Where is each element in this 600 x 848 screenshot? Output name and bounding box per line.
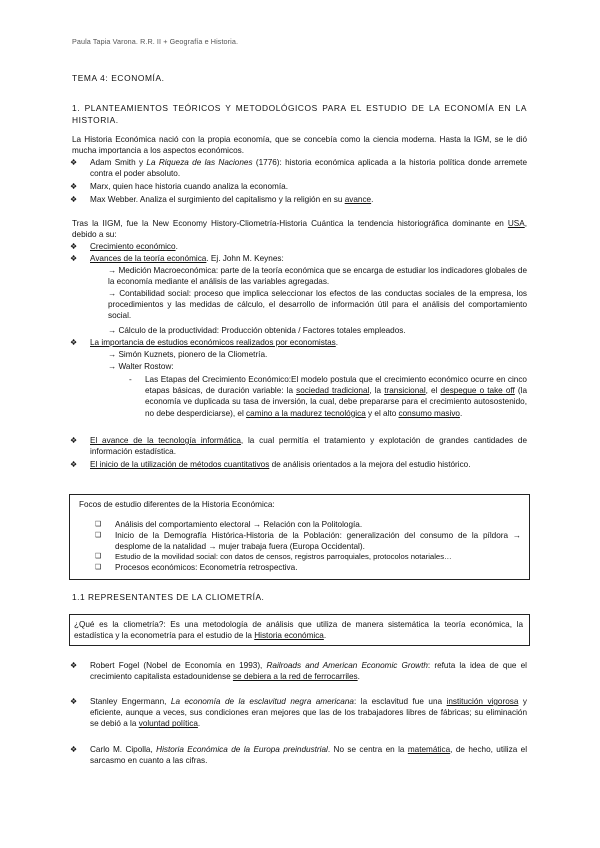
diamond-bullet-icon: ❖ [70, 436, 78, 445]
sub-item-rostow: → Walter Rostow: [108, 362, 174, 371]
section-1-para-2: Tras la IIGM, fue la New Economy History-Cliometría-Historia Cuántica la tendencia historiográfica dominante en USA, debido a su: [72, 219, 527, 240]
link-historia-economica[interactable]: Historia económica [254, 631, 324, 641]
diamond-bullet-icon: ❖ [70, 254, 78, 263]
page-header: Paula Tapia Varona. R.R. II + Geografía e Historia. [72, 37, 239, 46]
diamond-bullet-icon: ❖ [70, 338, 78, 347]
sub-item-kuznets: → Simón Kuznets, pionero de la Cliometría. [108, 350, 268, 359]
checkbox-bullet-icon: ❑ [95, 553, 102, 560]
diamond-bullet-icon: ❖ [70, 195, 78, 204]
link-metodos-cuantitativos[interactable]: El inicio de la utilización de métodos cuantitativos [90, 460, 270, 469]
focus-box-title: Focos de estudio diferentes de la Historia Económica: [79, 500, 275, 509]
focus-item-demografia: ❑ Inicio de la Demografía Histórica-Historia de la Población: generalización del consumo de la píldora → desplome de la natalidad → mujer trabaja fuera (Europa Occidental). [95, 531, 521, 551]
checkbox-bullet-icon: ❑ [95, 532, 102, 539]
link-avances-teoria[interactable]: Avances de la teoría económica [90, 254, 207, 263]
list-item-metodos-cuantitativos: ❖ El inicio de la utilización de métodos cuantitativos de análisis orientados a la mejora del estudio histórico. [70, 460, 471, 469]
list-item-crecimiento: ❖ Crecimiento económico. [70, 242, 178, 251]
link-avance[interactable]: avance [344, 195, 372, 204]
list-item-cipolla: ❖ Carlo M. Cipolla, Historia Económica de la Europa preindustrial. No se centra en la matemática, de hecho, utiliza el sarcasmo en cuanto a las cifras. [70, 745, 528, 766]
list-item-engermann: ❖ Stanley Engermann, La economía de la esclavitud negra americana: la esclavitud fue una institución vigorosa y eficiente, aunque a veces, sus condiciones eran mejores que las de los trabajadores libres de fábricas; su eliminación se debió a la voluntad política. [70, 697, 527, 729]
link-matematica[interactable]: matemática [407, 745, 451, 754]
link-tecnologia[interactable]: El avance de la tecnología informática [90, 436, 241, 445]
diamond-bullet-icon: ❖ [70, 697, 78, 706]
focus-item-procesos: ❑ Procesos económicos: Econometría retrospectiva. [95, 563, 298, 572]
list-item-webber: ❖ Max Webber. Analiza el surgimiento del capitalismo y la religión en su avance. [70, 195, 374, 204]
list-item-estudios-economistas: ❖ La importancia de estudios económicos realizados por economistas. [70, 338, 339, 347]
link-usa[interactable]: USA [507, 219, 525, 228]
section-1-intro: La Historia Económica nació con la propia economía, que se concebía como la ciencia moderna. Hasta la IGM, se le dió mucha importancia a los aspectos económicos. [72, 135, 527, 156]
rostow-stages-item: - Las Etapas del Crecimiento Económico:El modelo postula que el crecimiento económico ocurre en cinco etapas básicas, de duración variable: la sociedad tradicional, la transicional, el despegue o take off (la economía ve duplicada su tasa de inversión, la cual, debe prepararse para el crecimiento autosostenido, no debe desperdiciarse), el camino a la madurez tecnológica y el alto consumo masivo. [129, 375, 528, 418]
checkbox-bullet-icon: ❑ [95, 564, 102, 571]
list-item-tecnologia: ❖ El avance de la tecnología informática, la cual permitía el tratamiento y explotación de grandes cantidades de información estadística. [70, 436, 527, 457]
diamond-bullet-icon: ❖ [70, 745, 78, 754]
sub-item-contabilidad: → Contabilidad social: proceso que implica seleccionar los efectos de las conductas sociales de la empresa, los procedimientos y las medidas de cálculo, el desarrollo de información útil para el análisis del comportamiento social. [108, 289, 527, 321]
link-crecimiento[interactable]: Crecimiento económico [90, 242, 176, 251]
cliometria-question: ¿Qué es la cliometría?: Es una metodología de análisis que utiliza de manera sistemática la teoría económica, la estadística y la econometría para el estudio de la Historia económica. [74, 620, 523, 641]
list-item-adam-smith: ❖ Adam Smith y La Riqueza de las Naciones (1776): historia económica aplicada a la historia política donde arremete contra el poder absoluto. [70, 158, 528, 179]
section-1-1-title: 1.1 REPRESENTANTES DE LA CLIOMETRÍA. [72, 592, 265, 602]
diamond-bullet-icon: ❖ [70, 158, 78, 167]
section-1-title: 1. PLANTEAMIENTOS TEÓRICOS Y METODOLÓGICOS PARA EL ESTUDIO DE LA ECONOMÍA EN LA HISTORIA. [72, 103, 527, 125]
sub-item-productividad: → Cálculo de la productividad: Producción obtenida / Factores totales empleados. [108, 326, 406, 335]
diamond-bullet-icon: ❖ [70, 182, 78, 191]
focus-item-electoral: ❑ Análisis del comportamiento electoral → Relación con la Politología. [95, 520, 363, 529]
sub-item-macroeconomica: → Medición Macroeconómica: parte de la teoría económica que se encarga de estudiar los indicadores globales de la economía mediante el análisis de las variables agregadas. [108, 266, 527, 287]
link-estudios-economistas[interactable]: La importancia de estudios económicos realizados por economistas [90, 338, 336, 347]
diamond-bullet-icon: ❖ [70, 460, 78, 469]
topic-title: TEMA 4: ECONOMÍA. [72, 73, 165, 83]
list-item-marx: ❖ Marx, quien hace historia cuando analiza la economía. [70, 182, 288, 191]
list-item-fogel: ❖ Robert Fogel (Nobel de Economía en 1993), Railroads and American Economic Growth: refuta la idea de que el crecimiento capitalista estadounidense se debiera a la red de ferrocarriles. [70, 661, 527, 682]
focus-item-movilidad: ❑ Estudio de la movilidad social: con datos de censos, registros parroquiales, protocolos notariales… [95, 552, 452, 561]
checkbox-bullet-icon: ❑ [95, 521, 102, 528]
dash-bullet-icon: - [129, 375, 132, 384]
list-item-avances-teoria: ❖ Avances de la teoría económica. Ej. John M. Keynes: [70, 254, 284, 263]
diamond-bullet-icon: ❖ [70, 242, 78, 251]
diamond-bullet-icon: ❖ [70, 661, 78, 670]
